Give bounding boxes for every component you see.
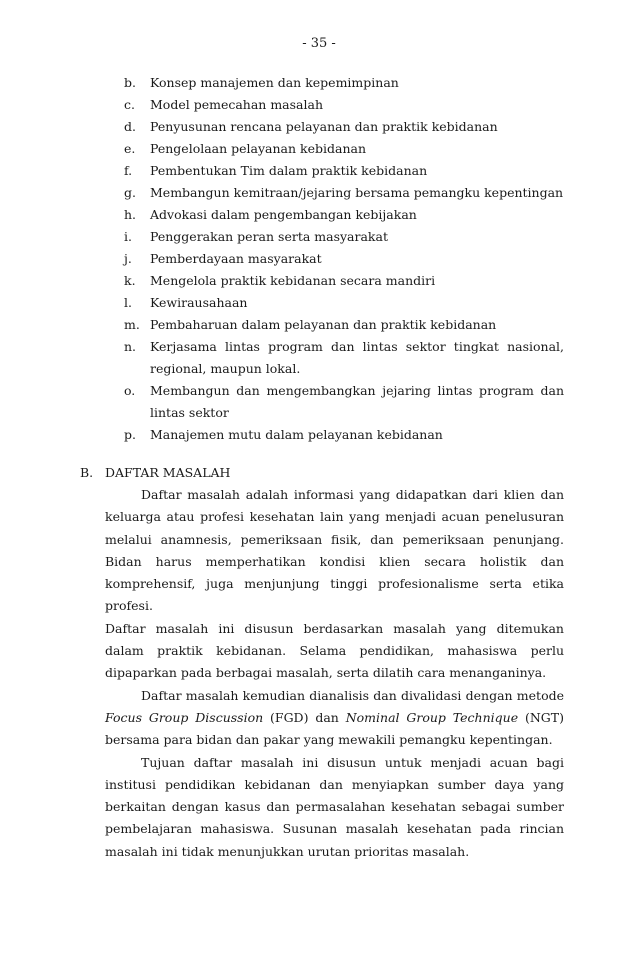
list-marker: f. <box>124 163 133 178</box>
list-item-text: Pengelolaan pelayanan kebidanan <box>150 141 367 156</box>
competency-list <box>124 72 564 446</box>
list-marker: d. <box>124 119 136 134</box>
list-item-text: Membangun dan mengembangkan jejaring lintas program dan lintas sektor <box>150 383 564 420</box>
paragraph-text: Daftar masalah kemudian dianalisis dan divalidasi dengan metode <box>141 687 564 703</box>
paragraph-text: (NGT) bersama para bidan dan pakar yang mewakili pemangku kepentingan. <box>105 709 564 748</box>
list-item <box>124 116 564 138</box>
list-item-text: Model pemecahan masalah <box>150 97 323 112</box>
list-item-text: Pemberdayaan masyarakat <box>150 251 322 266</box>
list-marker: c. <box>124 97 135 112</box>
list-item-text: Konsep manajemen dan kepemimpinan <box>150 75 399 90</box>
list-item-text: Manajemen mutu dalam pelayanan kebidanan <box>150 427 443 442</box>
list-item <box>124 72 564 94</box>
list-item <box>124 292 564 314</box>
list-item <box>124 380 564 424</box>
list-item <box>124 138 564 160</box>
paragraph: Tujuan daftar masalah ini disusun untuk menjadi acuan bagi institusi pendidikan kebidanan dan menyiapkan sumber daya yang berkaitan dengan kasus dan permasalahan kesehatan sebagai sumber pembelajaran mahasiswa. Susunan masalah kesehatan pada rincian masalah ini tidak menunjukkan urutan prioritas masalah. <box>105 754 564 859</box>
list-marker: g. <box>124 185 136 200</box>
list-item <box>124 182 564 204</box>
list-marker: m. <box>124 317 140 332</box>
list-item <box>124 248 564 270</box>
list-item-text: Membangun kemitraan/jejaring bersama pemangku kepentingan <box>150 185 564 200</box>
list-marker: e. <box>124 141 136 156</box>
list-item-text: Penggerakan peran serta masyarakat <box>150 229 388 244</box>
section-daftar-masalah <box>80 462 564 863</box>
fgd-term: Focus Group Discussion <box>105 709 264 725</box>
page-number: - 35 - <box>302 36 336 51</box>
ngt-term: Nominal Group Technique <box>345 709 519 725</box>
list-item <box>124 160 564 182</box>
list-item-text: Pembaharuan dalam pelayanan dan praktik kebidanan <box>150 317 497 332</box>
list-item-text: Pembentukan Tim dalam praktik kebidanan <box>150 163 428 178</box>
list-marker: o. <box>124 383 136 398</box>
section-heading <box>80 462 564 484</box>
paragraph: Daftar masalah ini disusun berdasarkan masalah yang ditemukan dalam praktik kebidanan. Selama pendidikan, mahasiswa perlu dipaparkan pada berbagai masalah, serta dilatih cara menanganinya. <box>105 620 564 681</box>
list-marker: l. <box>124 295 132 310</box>
list-marker: h. <box>124 207 137 222</box>
list-marker: p. <box>124 427 136 442</box>
list-item-text: Advokasi dalam pengembangan kebijakan <box>150 207 417 222</box>
list-item <box>124 204 564 226</box>
section-title: DAFTAR MASALAH <box>105 465 231 480</box>
list-item-text: Kerjasama lintas program dan lintas sektor tingkat nasional, regional, maupun lokal. <box>150 339 564 376</box>
list-item-text: Penyusunan rencana pelayanan dan praktik kebidanan <box>150 119 498 134</box>
paragraph <box>105 685 564 752</box>
paragraph-text: (FGD) dan <box>263 709 346 725</box>
list-marker: b. <box>124 75 136 90</box>
section-letter: B. <box>80 465 94 480</box>
paragraph: Daftar masalah adalah informasi yang didapatkan dari klien dan keluarga atau profesi kesehatan lain yang menjadi acuan penelusuran melalui anamnesis, pemeriksaan fisik, dan pemeriksaan penunjang. Bidan harus memperhatikan kondisi klien secara holistik dan komprehensif, juga menjunjung tinggi profesionalisme serta etika profesi. <box>105 487 564 614</box>
list-item <box>124 94 564 116</box>
list-marker: i. <box>124 229 132 244</box>
list-marker: j. <box>124 251 132 266</box>
list-item <box>124 314 564 336</box>
list-item <box>124 336 564 380</box>
list-item <box>124 226 564 248</box>
list-marker: n. <box>124 339 137 354</box>
list-item <box>124 424 564 446</box>
list-item <box>124 270 564 292</box>
section-body <box>105 484 564 863</box>
list-item-text: Kewirausahaan <box>150 295 248 310</box>
list-marker: k. <box>124 273 136 288</box>
list-item-text: Mengelola praktik kebidanan secara mandiri <box>150 273 436 288</box>
